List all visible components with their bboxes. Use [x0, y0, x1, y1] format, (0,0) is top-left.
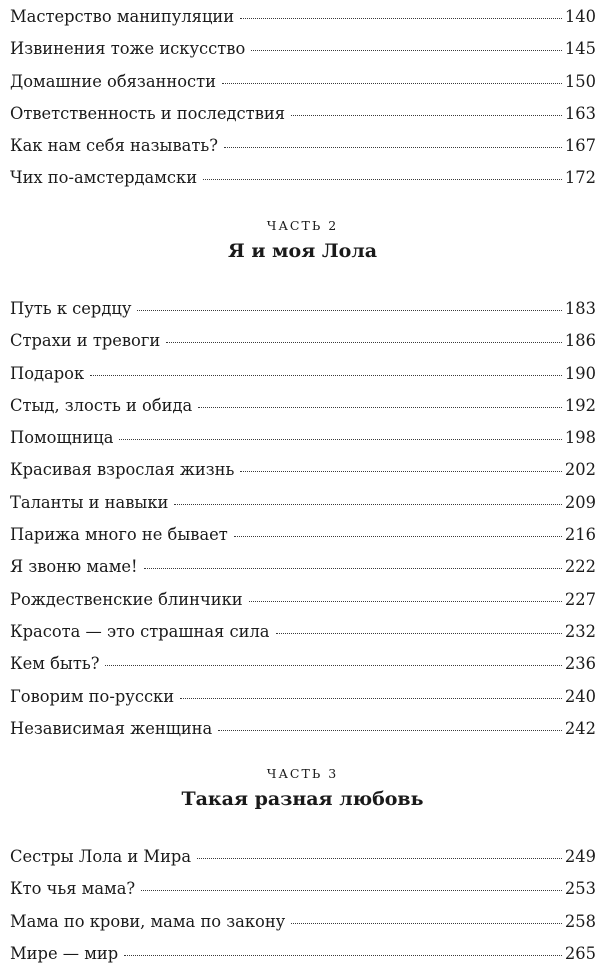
toc-entry[interactable] — [10, 358, 596, 390]
dot-leader — [197, 858, 562, 859]
dot-leader — [224, 147, 562, 148]
dot-leader — [203, 179, 562, 180]
toc-entry-page: 216 — [564, 525, 596, 545]
dot-leader — [249, 601, 562, 602]
toc-entry-title: Мире — мир — [10, 943, 119, 963]
toc-entry[interactable] — [10, 98, 596, 130]
toc-entry-page: 240 — [564, 686, 596, 706]
toc-entry[interactable] — [10, 616, 596, 648]
toc-entry-page: 192 — [564, 395, 596, 415]
toc-entry-page: 242 — [564, 718, 596, 738]
toc-entry-title: Как нам себя называть? — [10, 136, 218, 156]
toc-entry[interactable] — [10, 713, 596, 745]
dot-leader — [222, 83, 562, 84]
dot-leader — [141, 890, 562, 891]
toc-entry-page: 190 — [564, 363, 596, 383]
dot-leader — [291, 923, 562, 924]
toc-entry-title: Кем быть? — [10, 654, 100, 674]
toc-section-part1-tail — [10, 1, 596, 195]
toc-entry[interactable] — [10, 906, 596, 938]
toc-entry-title: Независимая женщина — [10, 718, 213, 738]
dot-leader — [276, 633, 562, 634]
toc-entry[interactable] — [10, 162, 596, 194]
part-label: ЧАСТЬ 3 — [266, 766, 339, 781]
toc-entry-page: 145 — [564, 39, 596, 59]
toc-entry-page: 183 — [564, 299, 596, 318]
toc-entry-page: 232 — [564, 621, 596, 641]
toc-entry-title: Чих по-амстердамски — [10, 168, 198, 188]
dot-leader — [144, 568, 562, 569]
toc-entry[interactable] — [10, 873, 596, 905]
toc-entry[interactable] — [10, 130, 596, 162]
toc-entry[interactable] — [10, 422, 596, 454]
dot-leader — [234, 536, 562, 537]
toc-entry-title: Таланты и навыки — [10, 492, 169, 512]
toc-entry-page: 150 — [564, 71, 596, 91]
toc-entry[interactable] — [10, 938, 596, 970]
toc-entry-page: 163 — [564, 103, 596, 123]
toc-entry[interactable] — [10, 454, 596, 486]
dot-leader — [137, 310, 561, 311]
toc-entry[interactable] — [10, 681, 596, 713]
dot-leader — [251, 50, 562, 51]
toc-entry-title: Кто чья мама? — [10, 879, 136, 899]
dot-leader — [124, 955, 562, 956]
toc-entry-page: 236 — [564, 654, 596, 674]
toc-entry-page: 222 — [564, 557, 596, 577]
toc-entry[interactable] — [10, 293, 596, 325]
toc-entry-page: 172 — [564, 168, 596, 188]
toc-entry-page: 227 — [564, 589, 596, 609]
toc-entry[interactable] — [10, 1, 596, 33]
dot-leader — [105, 665, 561, 666]
toc-entry-title: Сестры Лола и Мира — [10, 847, 192, 866]
toc-entry-title: Красивая взрослая жизнь — [10, 460, 235, 480]
part-label: ЧАСТЬ 2 — [266, 218, 339, 233]
toc-entry-page: 140 — [564, 7, 596, 26]
toc-entry-title: Красота — это страшная сила — [10, 621, 270, 641]
toc-entry-page: 198 — [564, 428, 596, 448]
toc-entry-title: Говорим по-русски — [10, 686, 175, 706]
toc-entry-title: Стыд, злость и обида — [10, 395, 193, 415]
toc-entry-title: Рождественские блинчики — [10, 589, 243, 609]
toc-entry-page: 253 — [564, 879, 596, 899]
toc-entry-title: Мастерство манипуляции — [10, 7, 235, 26]
toc-entry-page: 249 — [564, 847, 596, 866]
toc-entry[interactable] — [10, 33, 596, 65]
toc-entry-page: 186 — [564, 331, 596, 351]
toc-entry-title: Мама по крови, мама по закону — [10, 911, 286, 931]
toc-entry-title: Ответственность и последствия — [10, 103, 285, 123]
toc-entry[interactable] — [10, 66, 596, 98]
toc-entry-page: 265 — [564, 943, 596, 963]
part-title: Я и моя Лола — [227, 240, 378, 262]
dot-leader — [90, 375, 562, 376]
dot-leader — [119, 439, 561, 440]
toc-section-part3 — [10, 841, 596, 970]
toc-entry-title: Я звоню маме! — [10, 557, 138, 577]
toc-entry[interactable] — [10, 487, 596, 519]
toc-entry-page: 202 — [564, 460, 596, 480]
dot-leader — [180, 698, 562, 699]
dot-leader — [291, 115, 562, 116]
toc-entry-title: Путь к сердцу — [10, 299, 132, 318]
toc-entry[interactable] — [10, 551, 596, 583]
toc-entry-title: Помощница — [10, 428, 114, 448]
toc-entry-page: 209 — [564, 492, 596, 512]
dot-leader — [198, 407, 562, 408]
toc-entry-title: Подарок — [10, 363, 85, 383]
toc-entry[interactable] — [10, 841, 596, 873]
toc-entry-page: 167 — [564, 136, 596, 156]
toc-entry[interactable] — [10, 584, 596, 616]
toc-entry-title: Домашние обязанности — [10, 71, 217, 91]
dot-leader — [240, 18, 562, 19]
dot-leader — [166, 342, 562, 343]
toc-entry[interactable] — [10, 390, 596, 422]
toc-entry-title: Страхи и тревоги — [10, 331, 161, 351]
toc-entry-title: Извинения тоже искусство — [10, 39, 246, 59]
part-title: Такая разная любовь — [181, 788, 424, 810]
toc-entry-page: 258 — [564, 911, 596, 931]
dot-leader — [218, 730, 562, 731]
dot-leader — [174, 504, 562, 505]
toc-section-part2 — [10, 293, 596, 745]
toc-entry[interactable] — [10, 325, 596, 357]
toc-entry[interactable] — [10, 519, 596, 551]
dot-leader — [240, 471, 562, 472]
toc-entry[interactable] — [10, 648, 596, 680]
toc-entry-title: Парижа много не бывает — [10, 525, 228, 545]
